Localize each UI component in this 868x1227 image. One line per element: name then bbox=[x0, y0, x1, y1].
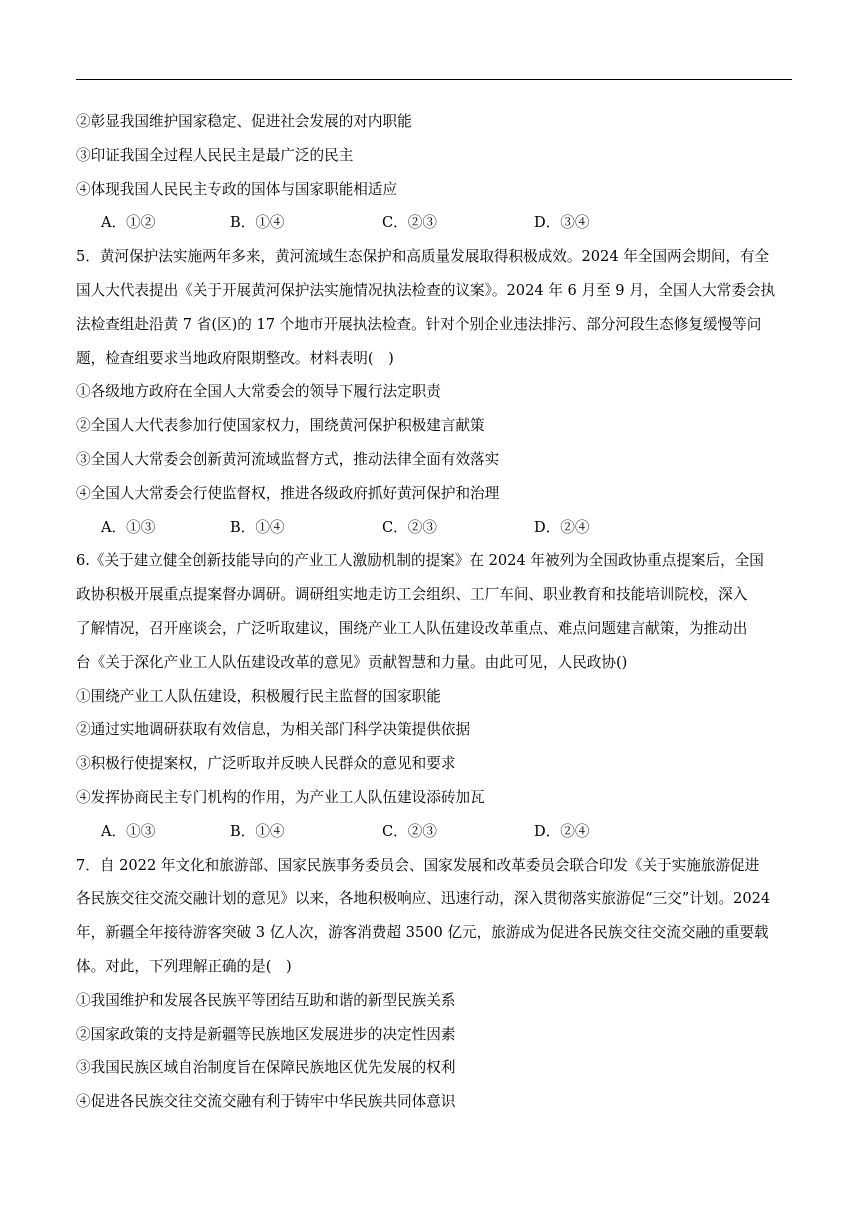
statement-1: ①我国维护和发展各民族平等团结互助和谐的新型民族关系 bbox=[76, 991, 456, 1009]
option-c: C．②③ bbox=[382, 214, 437, 232]
question-stem bbox=[76, 849, 792, 984]
stem-line: 题，检查组要求当地政府限期整改。材料表明( ) bbox=[76, 349, 394, 367]
statement-3: ③印证我国全过程人民民主是最广泛的民主 bbox=[76, 146, 354, 164]
stem-line: 7．自 2022 年文化和旅游部、国家民族事务委员会、国家发展和改革委员会联合印发《关于实施旅游促进 bbox=[76, 856, 760, 874]
statement-4: ④发挥协商民主专门机构的作用，为产业工人队伍建设添砖加瓦 bbox=[76, 788, 485, 806]
stem-line: 5．黄河保护法实施两年多来，黄河流域生态保护和高质量发展取得积极成效。2024 年全国两会期间，有全 bbox=[76, 248, 770, 266]
question-5 bbox=[76, 240, 792, 544]
stem-line: 法检查组赴沿黄 7 省(区)的 17 个地市开展执法检查。针对个别企业违法排污、部分河段生态修复缓慢等问 bbox=[76, 315, 762, 333]
statement-2: ②通过实地调研获取有效信息，为相关部门科学决策提供依据 bbox=[76, 721, 471, 739]
statement-1: ①各级地方政府在全国人大常委会的领导下履行法定职责 bbox=[76, 383, 441, 401]
header-rule bbox=[76, 79, 792, 80]
statement-2: ②彰显我国维护国家稳定、促进社会发展的对内职能 bbox=[76, 113, 412, 130]
statement-4: ④体现我国人民民主专政的国体与国家职能相适应 bbox=[76, 180, 398, 198]
stem-line: 台《关于深化产业工人队伍建设改革的意见》贡献智慧和力量。由此可见，人民政协() bbox=[76, 653, 628, 671]
option-a: A．①③ bbox=[101, 518, 156, 536]
stem-line: 各民族交往交流交融计划的意见》以来，各地积极响应、迅速行动，深入贯彻落实旅游促“三交”计划。2024 bbox=[76, 890, 771, 908]
option-c: C．②③ bbox=[382, 822, 437, 840]
statement-3: ③我国民族区域自治制度旨在保障民族地区优先发展的权利 bbox=[76, 1059, 456, 1077]
statement-1: ①围绕产业工人队伍建设，积极履行民主监督的国家职能 bbox=[76, 687, 441, 705]
page-content bbox=[76, 105, 792, 1119]
stem-line: 年，新疆全年接待游客突破 3 亿人次，游客消费超 3500 亿元，旅游成为促进各民族交往交流交融的重要载 bbox=[76, 924, 769, 942]
question-7 bbox=[76, 849, 792, 1119]
answer-options bbox=[76, 511, 792, 545]
option-a: A．①② bbox=[101, 214, 156, 232]
option-b: B．①④ bbox=[230, 822, 285, 840]
option-d: D．③④ bbox=[534, 214, 590, 232]
option-d: D．②④ bbox=[534, 822, 590, 840]
question-6 bbox=[76, 544, 792, 848]
option-b: B．①④ bbox=[230, 214, 285, 232]
statement-2: ②国家政策的支持是新疆等民族地区发展进步的决定性因素 bbox=[76, 1025, 456, 1043]
question-stem bbox=[76, 240, 792, 375]
option-a: A．①③ bbox=[101, 822, 156, 840]
option-d: D．②④ bbox=[534, 518, 590, 536]
stem-line: 体。对此，下列理解正确的是( ) bbox=[76, 957, 292, 975]
statement-4: ④促进各民族交往交流交融有利于铸牢中华民族共同体意识 bbox=[76, 1093, 456, 1111]
stem-line: 国人大代表提出《关于开展黄河保护法实施情况执法检查的议案》。2024 年 6 月至 9 月，全国人大常委会执 bbox=[76, 281, 776, 299]
answer-options bbox=[76, 206, 792, 240]
answer-options bbox=[76, 815, 792, 849]
statement-3: ③积极行使提案权，广泛听取并反映人民群众的意见和要求 bbox=[76, 755, 456, 773]
question-4 bbox=[76, 105, 792, 240]
stem-line: 政协积极开展重点提案督办调研。调研组实地走访工会组织、工厂车间、职业教育和技能培训院校，深入 bbox=[76, 586, 748, 604]
statement-3: ③全国人大常委会创新黄河流域监督方式，推动法律全面有效落实 bbox=[76, 450, 500, 468]
statement-2: ②全国人大代表参加行使国家权力，围绕黄河保护积极建言献策 bbox=[76, 417, 485, 435]
stem-line: 了解情况，召开座谈会，广泛听取建议，围绕产业工人队伍建设改革重点、难点问题建言献策，为推动出 bbox=[76, 619, 748, 637]
stem-line: 6.《关于建立健全创新技能导向的产业工人激励机制的提案》在 2024 年被列为全国政协重点提案后，全国 bbox=[76, 552, 764, 570]
statement-4: ④全国人大常委会行使监督权，推进各级政府抓好黄河保护和治理 bbox=[76, 484, 500, 502]
option-c: C．②③ bbox=[382, 518, 437, 536]
question-stem bbox=[76, 544, 792, 679]
option-b: B．①④ bbox=[230, 518, 285, 536]
